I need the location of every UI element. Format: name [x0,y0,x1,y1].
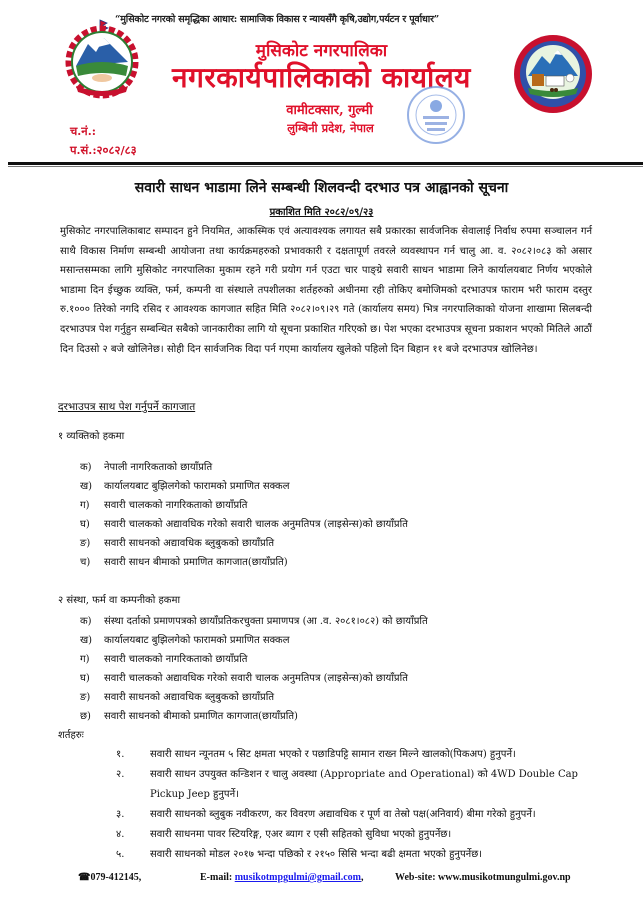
list-item [80,613,428,627]
list-item [80,670,408,684]
list-item [80,689,274,703]
list-item [80,651,247,665]
website-url: www.musikotmungulmi.gov.np [438,872,571,883]
item-text: सवारी साधनको बीमाको प्रमाणित कागजात(छायाँप्रति) [104,711,298,722]
item-text: सवारी चालकको नागरिकताको छायाँप्रति [104,500,248,511]
header-divider [8,162,643,165]
header-divider-thin [8,166,643,167]
individual-heading: १ व्यक्तिको हकमा [58,431,125,442]
address-line-2: लुम्बिनी प्रदेश, नेपाल [287,121,374,135]
item-text: नेपाली नागरिकताको छायाँप्रति [104,462,213,473]
condition-number: १. [116,749,125,760]
item-label: क) [80,616,92,627]
item-label: ग) [80,500,90,511]
list-item [80,535,274,549]
notice-body: मुसिकोट नगरपालिकाबाट सम्पादन हुने नियमित, आकस्मिक एवं अत्यावश्यक लगायत सबै प्रकारका सार्वजनिक सेवालाई निर्वाध रुपमा सञ्चालन गर्न साथै विकास निर्माण सम्बन्धी आयोजना तथा कार्यक्रमहरुको प्रभावकारी र दक्षतापूर्ण तवरले व्यवस्थापन गर्न चालु आ. व. २०८२।०८३ को असार मसान्तसम्मका लागि मुसिकोट नगरपालिका मुकाम रहने गरी प्रयोग गर्न एउटा चार पाङ्ग्रे सवारी साधन भाडामा लिने कार्यालयबाट निर्णय भएकोले भाडामा दिन ईच्छुक व्यक्ति, फर्म, कम्पनी वा संस्थाले तपशीलका शर्तहरुको अधीनमा रही तोकिए बमोजिमको दरभाउपत्र फाराम भरी फाराम दस्तुर रु.१००० तिरेको नगदि रसिद र आवश्यक कागजात सहित मिति २०८२।०९।२९ गते (कार्यालय समय) भित्र नगरपालिकाको योजना शाखामा सिलबन्दी दरभाउपत्र पेश गर्नुहुन सम्बन्धित सबैको जानकारीका लागि यो सूचना प्रकाशित गरिएको छ। पेश भएका दरभाउपत्र सूचना प्रकाशन भएको मितिले आठौं दिन दिउसो २ बजे खोलिनेछ। सोही दिन सार्वजनिक विदा पर्न गएमा कार्यालय खुलेको पहिलो दिन बिहान ११ बजे दरभाउपत्र खोलिनेछ। [60,226,592,355]
footer-phone [78,872,141,883]
item-label: घ) [80,673,90,684]
item-text: कार्यालयबाट बुझिलगेको फारामको प्रमाणित सक्कल [104,635,290,646]
item-label: क) [80,462,92,473]
item-label: ङ) [80,692,91,703]
item-label: घ) [80,519,90,530]
condition-text: सवारी साधन न्यूनतम ५ सिट क्षमता भएको र पछाडिपट्टि सामान राख्न मिल्ने खालको(पिकअप) हुनुपर्ने। [150,749,516,760]
item-label: च) [80,557,91,568]
condition-number: ४. [116,829,125,840]
item-text: सवारी चालकको अद्यावधिक गरेको सवारी चालक अनुमतिपत्र (लाइसेन्स)को छायाँप्रति [104,519,408,530]
item-label: ख) [80,635,93,646]
condition-text: सवारी साधनमा पावर स्टियरिङ्ग, एअर ब्याग र एसी सहितको सुविधा भएको हुनुपर्नेछ। [150,829,452,840]
condition-number: ५. [116,849,125,860]
condition-number: २. [116,769,125,780]
condition-text-continued: Pickup Jeep हुनुपर्ने। [150,789,239,800]
item-text: सवारी साधनको अद्यावधिक ब्लुबुकको छायाँप्रति [104,538,275,549]
item-label: ङ) [80,538,91,549]
list-item [80,459,212,473]
email-link[interactable]: musikotmpgulmi@gmail.com [234,872,361,883]
condition-item [116,846,616,860]
fiscal-reference: प.सं.:२०८२/८३ [70,143,137,157]
list-item [80,708,298,722]
condition-item [116,766,616,780]
footer-email [200,872,363,883]
footer-website [395,872,571,883]
list-item [80,516,408,530]
condition-number: ३. [116,809,125,820]
list-item [80,478,290,492]
address-line-1: वामीटक्सार, गुल्मी [286,103,373,118]
email-label: E-mail: [200,872,233,883]
municipality-name: मुसिकोट नगरपालिका [255,41,388,61]
condition-item [116,806,616,820]
published-date-text: प्रकाशित मिति २०८२/०९/२३ [269,207,374,218]
condition-text: सवारी साधनको ब्लुबुक नवीकरण, कर विवरण अद्यावधिक र पूर्ण वा तेस्रो पक्ष(अनिवार्य) बीमा गरेको हुनुपर्ने। [150,809,536,820]
list-item [80,554,288,568]
notice-title: सवारी साधन भाडामा लिने सम्बन्धी शिलवन्दी दरभाउ पत्र आह्वानको सूचना [134,180,509,196]
list-item [80,632,290,646]
item-text: संस्था दर्ताको प्रमाणपत्रको छायाँप्रतिकरचुक्ता प्रमाणपत्र (आ .व. २०८१।०८२) को छायाँप्रति [104,616,428,627]
item-text: कार्यालयबाट बुझिलगेको फारामको प्रमाणित सक्कल [104,481,290,492]
condition-item [116,746,596,760]
office-name: नगरकार्यपालिकाको कार्यालय [172,61,471,94]
municipality-logo-icon [512,32,594,116]
condition-item [116,826,616,840]
item-text: सवारी साधनको अद्यावधिक ब्लुबुकको छायाँप्रति [104,692,275,703]
phone-number: 079-412145, [90,872,142,883]
website-label: Web-site: [395,872,436,883]
telephone-icon: ☎ [78,872,91,883]
email-suffix: , [360,872,364,883]
item-label: छ) [80,711,91,722]
documents-heading: दरभाउपत्र साथ पेश गर्नुपर्ने कागजात [58,401,196,413]
slogan: “मुसिकोट नगरको समृद्धिका आधार: सामाजिक विकास र न्यायसँगै कृषि,उद्योग,पर्यटन र पूर्वाधार” [115,14,440,25]
reference-number-label: च.नं.: [70,124,96,138]
item-label: ग) [80,654,90,665]
item-text: सवारी चालकको अद्यावधिक गरेको सवारी चालक अनुमतिपत्र (लाइसेन्स)को छायाँप्रति [104,673,408,684]
list-item [80,497,247,511]
conditions-heading: शर्तहरुः [58,730,84,741]
condition-text: सवारी साधनको मोडल २०१७ भन्दा पछिको र २१५० सिसि भन्दा बढी क्षमता भएको हुनुपर्नेछ। [150,849,483,860]
condition-text: सवारी साधन उपयुक्त कन्डिशन र चालु अवस्था (Appropriate and Operational) को 4WD Double Cap [150,769,578,780]
item-text: सवारी चालकको नागरिकताको छायाँप्रति [104,654,248,665]
office-seal-icon [405,84,467,146]
published-date [0,204,643,218]
item-label: ख) [80,481,93,492]
organization-heading: २ संस्था, फर्म वा कम्पनीको हकमा [58,595,181,606]
item-text: सवारी साधन बीमाको प्रमाणित कागजात(छायाँप्रति) [104,557,288,568]
